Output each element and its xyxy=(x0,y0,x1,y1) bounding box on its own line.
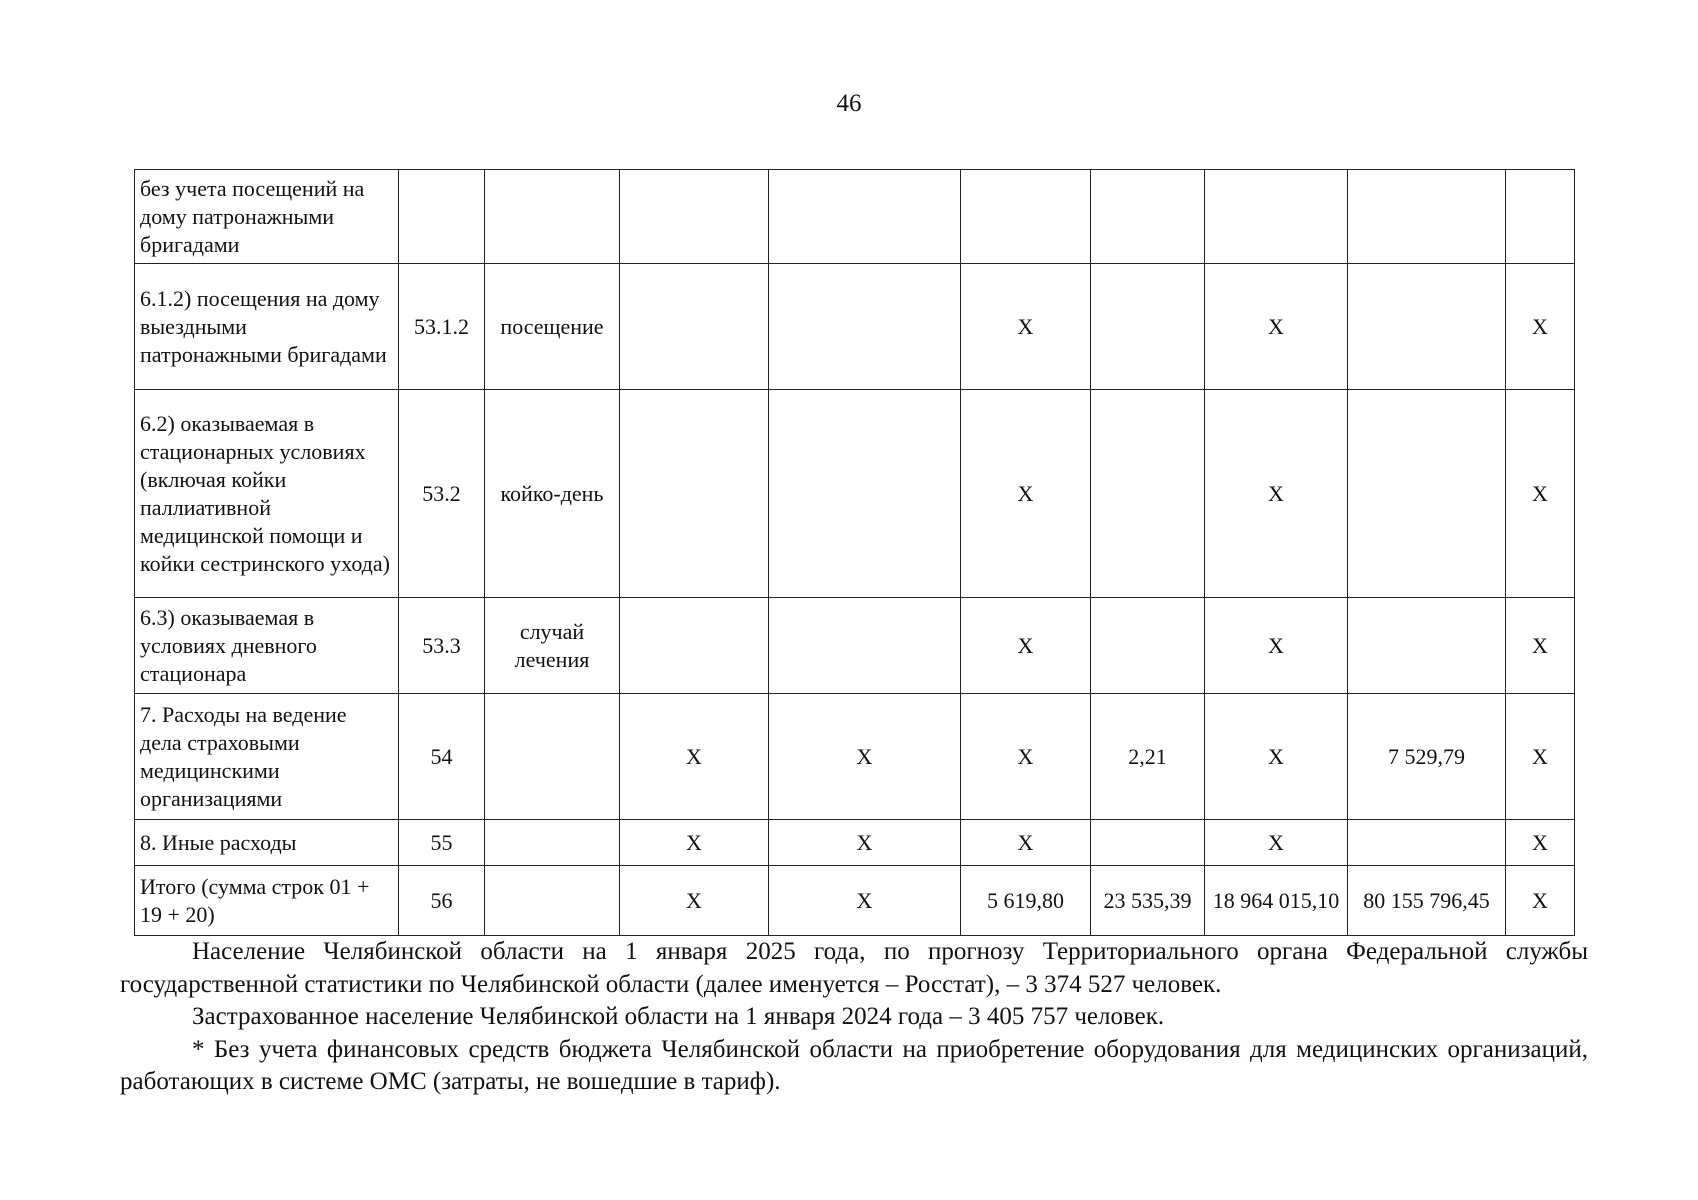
insured-note: Застрахованное население Челябинской области на 1 января 2024 года – 3 405 757 человек. xyxy=(192,1003,1165,1030)
table-cell: Х xyxy=(1506,264,1575,390)
row-name: без учета посещений на дому патронажными бригадами xyxy=(135,170,399,264)
row-name: Итого (сумма строк 01 + 19 + 20) xyxy=(135,866,399,936)
row-name: 7. Расходы на ведение дела страховыми медицинскими организациями xyxy=(135,694,399,820)
row-code: 53.2 xyxy=(399,390,485,598)
row-code: 56 xyxy=(399,866,485,936)
row-unit xyxy=(485,866,620,936)
table-cell: 7 529,79 xyxy=(1348,694,1506,820)
table-cell: Х xyxy=(620,866,769,936)
table-cell: Х xyxy=(961,820,1091,866)
row-code xyxy=(399,170,485,264)
row-name: 6.2) оказываемая в стационарных условиях (включая койки паллиативной медицинской помощи и койки сестринского ухода) xyxy=(135,390,399,598)
table-cell: Х xyxy=(1205,264,1348,390)
table-cell xyxy=(1091,170,1205,264)
table-cell xyxy=(1348,264,1506,390)
row-code: 54 xyxy=(399,694,485,820)
table-cell xyxy=(620,390,769,598)
row-unit xyxy=(485,170,620,264)
table-cell: Х xyxy=(961,264,1091,390)
table-cell: Х xyxy=(961,598,1091,694)
table-cell: Х xyxy=(769,820,961,866)
table-cell xyxy=(1091,390,1205,598)
table-cell xyxy=(620,170,769,264)
population-note: Население Челябинской области на 1 января 2025 года, по прогнозу Территориального органа Федеральной службы государственной статистики по Челябинской области (далее именуется – Росстат), – 3 374 527 человек. xyxy=(120,938,1588,998)
table-cell xyxy=(1348,390,1506,598)
table-cell: Х xyxy=(1506,390,1575,598)
row-code: 53.3 xyxy=(399,598,485,694)
table-cell: Х xyxy=(1205,820,1348,866)
table-cell: Х xyxy=(1506,598,1575,694)
table-cell xyxy=(620,264,769,390)
row-code: 55 xyxy=(399,820,485,866)
table-cell xyxy=(769,390,961,598)
row-name: 8. Иные расходы xyxy=(135,820,399,866)
notes-block xyxy=(120,936,1588,1099)
table-cell: Х xyxy=(620,694,769,820)
table-cell: Х xyxy=(1205,390,1348,598)
table-row xyxy=(135,390,1575,598)
financing-table xyxy=(134,169,1575,936)
table-cell xyxy=(769,598,961,694)
row-name: 6.3) оказываемая в условиях дневного стационара xyxy=(135,598,399,694)
row-unit: случай лечения xyxy=(485,598,620,694)
table-cell: 5 619,80 xyxy=(961,866,1091,936)
table-cell: Х xyxy=(1506,694,1575,820)
table-cell xyxy=(1348,598,1506,694)
row-unit xyxy=(485,694,620,820)
row-name: 6.1.2) посещения на дому выездными патронажными бригадами xyxy=(135,264,399,390)
table-cell: 80 155 796,45 xyxy=(1348,866,1506,936)
table-cell xyxy=(1091,820,1205,866)
table-cell: 23 535,39 xyxy=(1091,866,1205,936)
table-cell xyxy=(1506,170,1575,264)
table-cell xyxy=(1348,170,1506,264)
table-cell: Х xyxy=(769,866,961,936)
table-cell xyxy=(1091,264,1205,390)
table-cell: Х xyxy=(961,390,1091,598)
table-row xyxy=(135,264,1575,390)
table-row xyxy=(135,866,1575,936)
table-cell xyxy=(620,598,769,694)
table-cell xyxy=(769,170,961,264)
row-unit: койко-день xyxy=(485,390,620,598)
table-cell: 18 964 015,10 xyxy=(1205,866,1348,936)
table-row xyxy=(135,598,1575,694)
table-cell: Х xyxy=(1506,866,1575,936)
table-cell: Х xyxy=(1205,598,1348,694)
footnote: * Без учета финансовых средств бюджета Челябинской области на приобретение оборудования для медицинских организаций, работающих в системе ОМС (затраты, не вошедшие в тариф). xyxy=(120,1035,1588,1095)
table-row xyxy=(135,820,1575,866)
page-number: 46 xyxy=(836,90,862,117)
table-cell xyxy=(1348,820,1506,866)
table-cell: Х xyxy=(1205,694,1348,820)
row-unit: посещение xyxy=(485,264,620,390)
table-cell: Х xyxy=(620,820,769,866)
table-cell: Х xyxy=(769,694,961,820)
table-cell xyxy=(961,170,1091,264)
table-row xyxy=(135,170,1575,264)
table-cell xyxy=(1205,170,1348,264)
row-unit xyxy=(485,820,620,866)
table-cell: Х xyxy=(961,694,1091,820)
table-cell xyxy=(769,264,961,390)
row-code: 53.1.2 xyxy=(399,264,485,390)
table-cell xyxy=(1091,598,1205,694)
table-cell: 2,21 xyxy=(1091,694,1205,820)
table-cell: Х xyxy=(1506,820,1575,866)
table-row xyxy=(135,694,1575,820)
